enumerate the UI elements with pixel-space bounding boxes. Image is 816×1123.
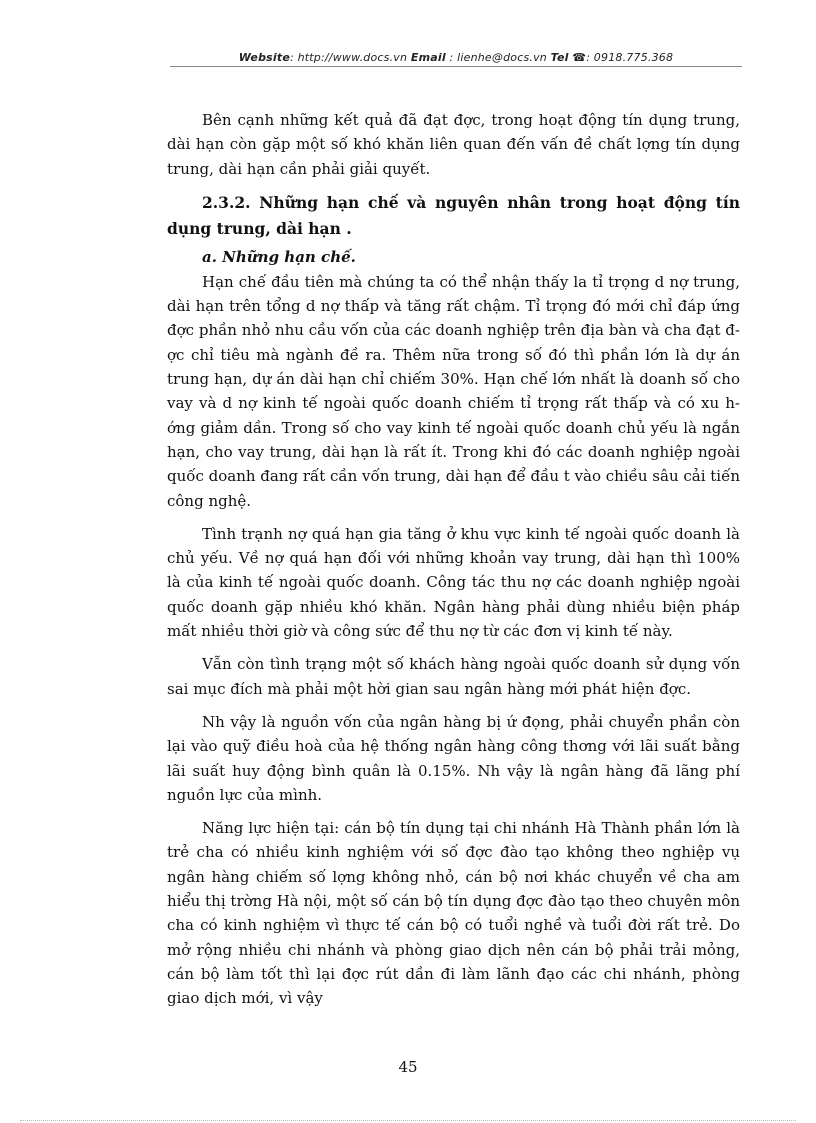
section-heading: 2.3.2. Những hạn chế và nguyên nhân trong hoạt động tín dụng trung, dài hạn . bbox=[167, 192, 740, 238]
body-paragraph: Tình trạnh nợ quá hạn gia tăng ở khu vực kinh tế ngoài quốc doanh là chủ yếu. Về nợ quá hạn đối với những khoản vay trung, dài hạn thì 100% là của kinh tế ngoài quốc doanh. Công tác thu nợ các doanh nghiệp ngoài quốc doanh gặp nhiều khó khăn. Ngân hàng phải dùng nhiều biện pháp mất nhiều thời giờ và công sức để thu nợ từ các đơn vị kinh tế này. bbox=[167, 524, 740, 641]
page-bottom-divider bbox=[20, 1120, 796, 1121]
email-value: : lienhe@docs.vn bbox=[445, 51, 551, 64]
subsection-heading: a. Những hạn chế. bbox=[202, 247, 356, 266]
tel-value: : 0918.775.368 bbox=[586, 51, 674, 64]
body-paragraph: Nh vậy là nguồn vốn của ngân hàng bị ứ đọng, phải chuyển phần còn lại vào quỹ điều hoà của hệ thống ngân hàng công thơng với lãi suất bằng lãi suất huy động bình quân là 0.15%. Nh vậy là ngân hàng đã lãng phí nguồn lực của mình. bbox=[167, 712, 740, 804]
page-number: 45 bbox=[398, 1058, 418, 1076]
phone-icon: ☎ bbox=[572, 51, 587, 64]
email-label: Email bbox=[410, 51, 446, 64]
tel-label: Tel bbox=[550, 51, 569, 64]
body-paragraph: Vẫn còn tình trạng một số khách hàng ngoài quốc doanh sử dụng vốn sai mục đích mà phải một hời gian sau ngân hàng mới phát hiện đợc. bbox=[167, 655, 740, 698]
website-value: : http://www.docs.vn bbox=[290, 51, 411, 64]
intro-paragraph: Bên cạnh những kết quả đã đạt đợc, trong hoạt động tín dụng trung, dài hạn còn gặp một số khó khăn liên quan đến vấn đề chất lợng tín dụng trung, dài hạn cần phải giải quyết. bbox=[167, 111, 740, 178]
body-paragraph: Năng lực hiện tại: cán bộ tín dụng tại chi nhánh Hà Thành phần lớn là trẻ cha có nhiều kinh nghiệm với số đợc đào tạo không theo nghiệp vụ ngân hàng chiếm số lợng không nhỏ, cán bộ nơi khác chuyển về cha am hiểu thị trờng Hà nội, một số cán bộ tín dụng đợc đào tạo theo chuyên môn cha có kinh nghiệm vì thực tế cán bộ có tuổi nghề và tuổi đời rất trẻ. Do mở rộng nhiều chi nhánh và phòng giao dịch nên cán bộ phải trải mỏng, cán bộ làm tốt thì lại đợc rút dần đi làm lãnh đạo các chi nhánh, phòng giao dịch mới, vì vậy bbox=[167, 819, 740, 1008]
document-body bbox=[167, 108, 740, 1020]
body-paragraph: Hạn chế đầu tiên mà chúng ta có thể nhận thấy la tỉ trọng d nợ trung, dài hạn trên tổng d nợ thấp và tăng rất chậm. Tỉ trọng đó mới chỉ đáp ứng đợc phần nhỏ nhu cầu vốn của các doanh nghiệp trên địa bàn và cha đạt đợc chỉ tiêu mà ngành đề ra. Thêm nữa trong số đó thì phần lớn là dự án trung hạn, dự án dài hạn chỉ chiếm 30%. Hạn chế lớn nhất là doanh số cho vay và d nợ kinh tế ngoài quốc doanh chiếm tỉ trọng rất thấp và có xu hớng giảm dần. Trong số cho vay kinh tế ngoài quốc doanh chủ yếu là ngắn hạn, cho vay trung, dài hạn là rất ít. Trong khi đó các doanh nghiệp ngoài quốc doanh đang rất cần vốn trung, dài hạn để đầu t vào chiều sâu cải tiến công nghệ. bbox=[167, 272, 740, 510]
website-label: Website bbox=[238, 51, 290, 64]
header-contact-line bbox=[239, 51, 673, 64]
page-header bbox=[170, 46, 742, 67]
